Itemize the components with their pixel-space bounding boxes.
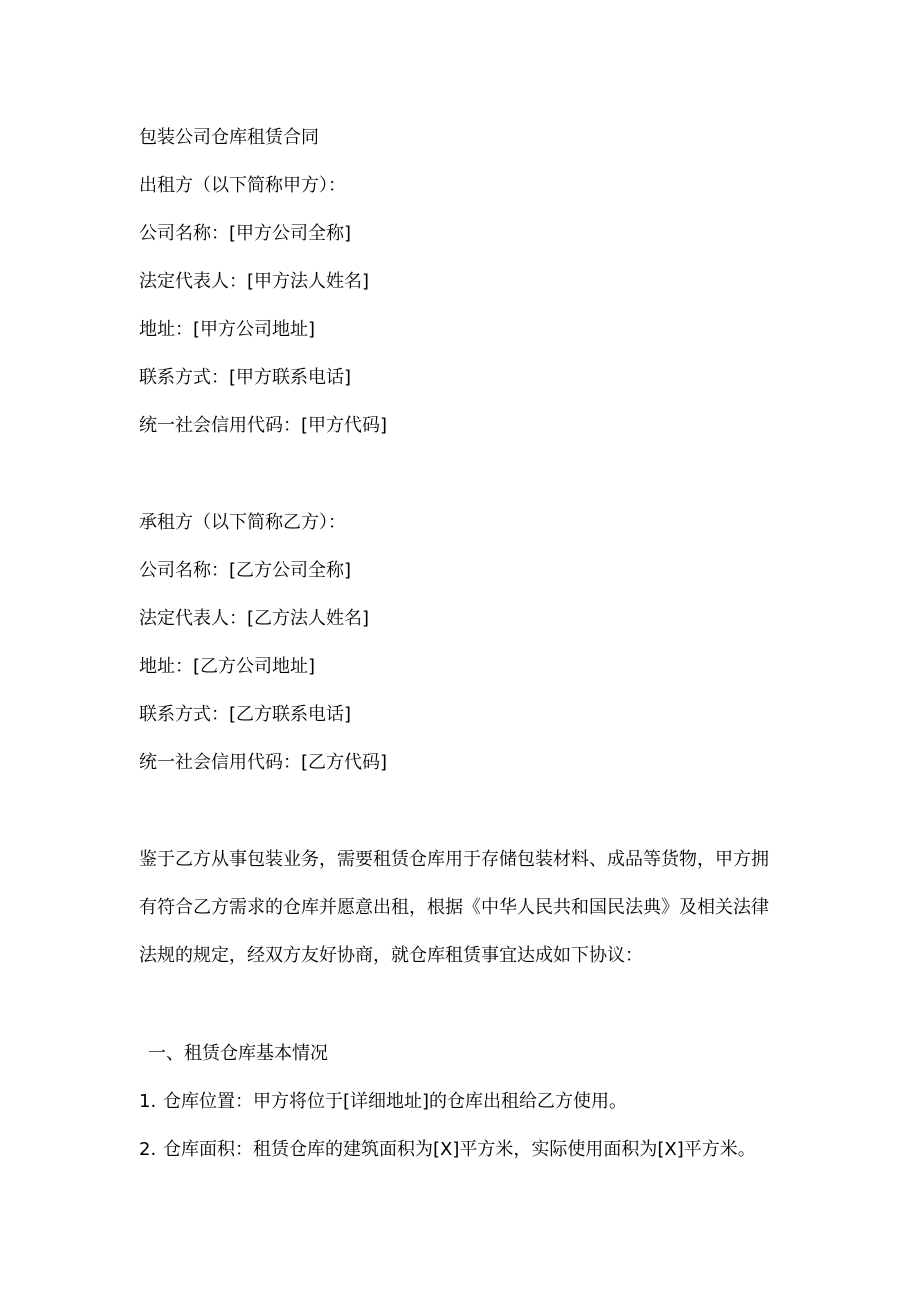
section-1-item — [139, 1090, 627, 1114]
preamble-line: 有符合乙方需求的仓库并愿意出租，根据《中华人民共和国民法典》及相关法律 — [139, 897, 769, 918]
lessee-company-name: 公司名称：[乙方公司全称] — [139, 560, 352, 581]
document-title: 包装公司仓库租赁合同 — [139, 127, 319, 148]
lessor-address: 地址：[甲方公司地址] — [139, 319, 316, 340]
preamble-line: 法规的规定，经双方友好协商，就仓库租赁事宜达成如下协议： — [139, 945, 643, 966]
item-text: 仓库面积：租赁仓库的建筑面积为[X]平方米，实际使用面积为[X]平方米。 — [163, 1139, 756, 1160]
lessor-legal-rep: 法定代表人：[甲方法人姓名] — [139, 271, 370, 292]
section-1-item — [139, 1138, 756, 1162]
lessee-contact: 联系方式：[乙方联系电话] — [139, 704, 352, 725]
preamble-line: 鉴于乙方从事包装业务，需要租赁仓库用于存储包装材料、成品等货物，甲方拥 — [139, 849, 769, 870]
item-number: 1. — [139, 1091, 157, 1112]
lessee-address: 地址：[乙方公司地址] — [139, 656, 316, 677]
item-number: 2. — [139, 1139, 157, 1160]
lessor-credit-code: 统一社会信用代码：[甲方代码] — [139, 415, 388, 436]
item-text: 仓库位置：甲方将位于[详细地址]的仓库出租给乙方使用。 — [163, 1091, 628, 1112]
lessor-heading: 出租方（以下简称甲方）： — [139, 175, 346, 196]
preamble-paragraph — [139, 848, 789, 992]
lessor-contact: 联系方式：[甲方联系电话] — [139, 367, 352, 388]
lessee-credit-code: 统一社会信用代码：[乙方代码] — [139, 752, 388, 773]
lessor-company-name: 公司名称：[甲方公司全称] — [139, 223, 352, 244]
lessee-heading: 承租方（以下简称乙方）： — [139, 512, 346, 533]
section-1-heading: 一、租赁仓库基本情况 — [148, 1043, 328, 1064]
lessee-legal-rep: 法定代表人：[乙方法人姓名] — [139, 608, 370, 629]
